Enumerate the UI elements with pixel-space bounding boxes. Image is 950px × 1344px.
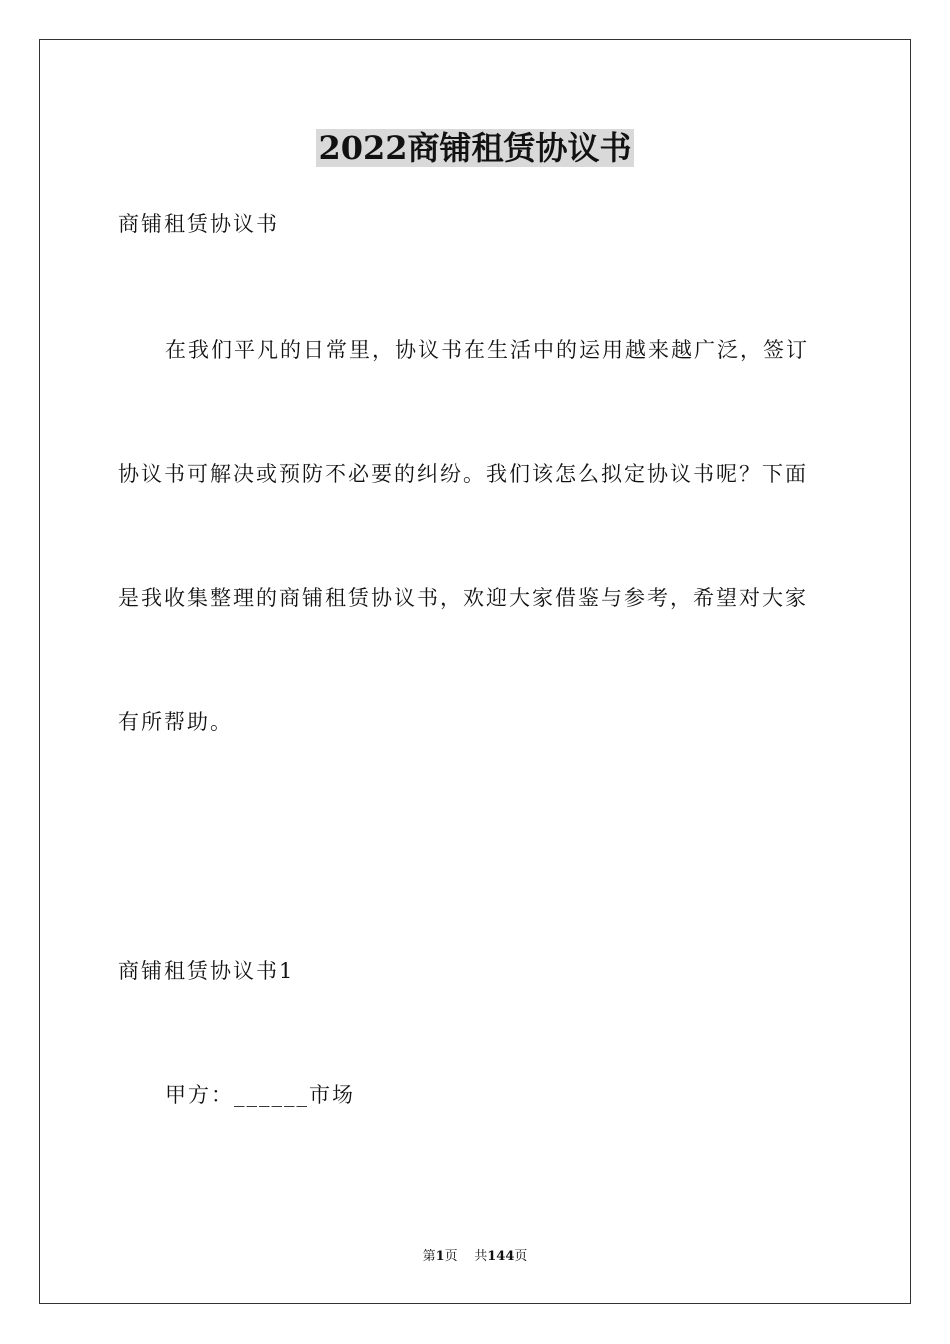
footer-page-suffix: 页 bbox=[444, 1249, 458, 1264]
document-title: 2022商铺租赁协议书 bbox=[318, 129, 632, 167]
page-footer bbox=[0, 1248, 950, 1266]
footer-page-prefix: 第 bbox=[422, 1249, 436, 1264]
document-subtitle: 商铺租赁协议书 bbox=[118, 212, 279, 236]
footer-total-prefix: 共 bbox=[474, 1249, 488, 1264]
intro-line-3: 是我收集整理的商铺租赁协议书，欢迎大家借鉴与参考，希望对大家 bbox=[118, 586, 808, 610]
footer-total-suffix: 页 bbox=[514, 1249, 528, 1264]
intro-line-1: 在我们平凡的日常里，协议书在生活中的运用越来越广泛，签订 bbox=[165, 338, 809, 362]
section-heading: 商铺租赁协议书1 bbox=[118, 959, 295, 983]
footer-total-pages: 144 bbox=[487, 1249, 515, 1264]
party-a-line: 甲方：______市场 bbox=[165, 1083, 355, 1107]
intro-line-4: 有所帮助。 bbox=[118, 710, 233, 734]
footer-page-number: 1 bbox=[435, 1249, 445, 1264]
document-title-container bbox=[0, 128, 950, 168]
intro-line-2: 协议书可解决或预防不必要的纠纷。我们该怎么拟定协议书呢？下面 bbox=[118, 462, 808, 486]
